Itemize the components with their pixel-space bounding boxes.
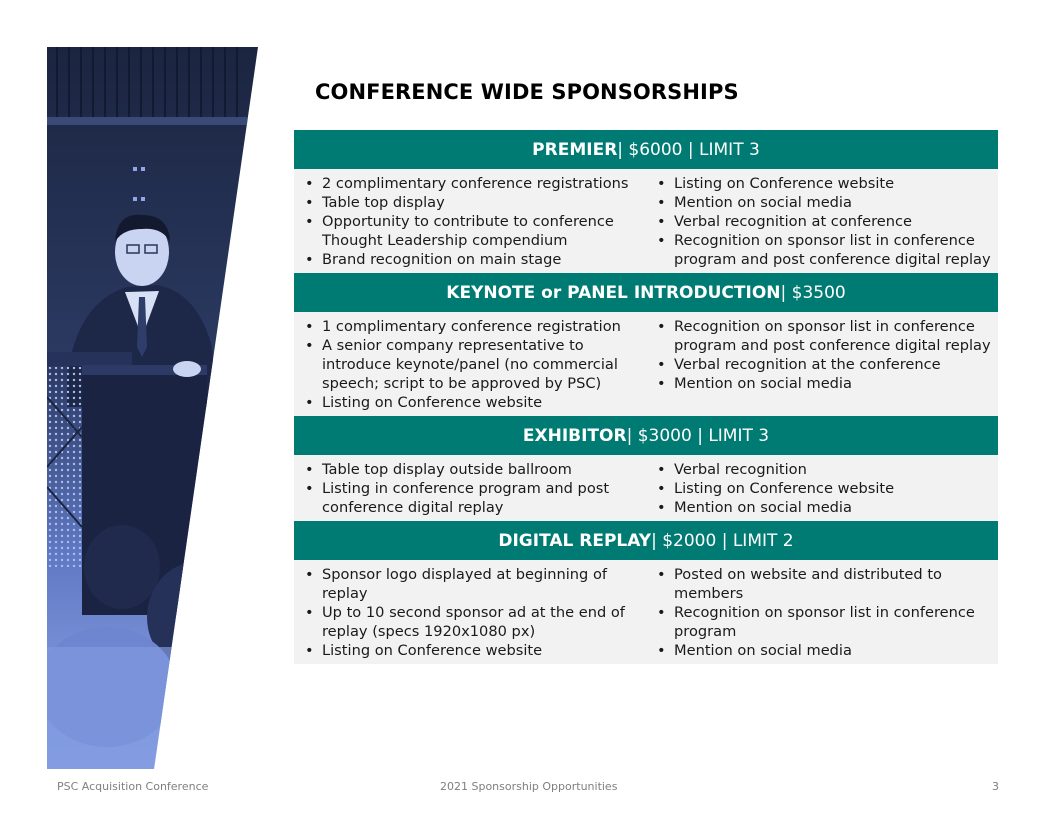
tier-body-keynote: [294, 312, 998, 416]
benefits-right: [646, 174, 998, 269]
tier-name: DIGITAL REPLAY: [498, 530, 652, 551]
list-item: • Mention on social media: [656, 193, 998, 212]
tier-name: PREMIER: [532, 139, 618, 160]
benefits-right: [646, 460, 998, 517]
list-item: • A senior company representative to introduce keynote/panel (no commercial speech; script to be approved by PSC): [304, 336, 646, 393]
page-title: CONFERENCE WIDE SPONSORSHIPS: [315, 80, 739, 104]
list-item: • Table top display outside ballroom: [304, 460, 646, 479]
tier-body-exhibitor: [294, 455, 998, 521]
benefits-right: [646, 565, 998, 660]
tier-name: EXHIBITOR: [522, 425, 627, 446]
list-item: • Listing in conference program and post conference digital replay: [304, 479, 646, 517]
benefits-left: [294, 565, 646, 660]
list-item: • Table top display: [304, 193, 646, 212]
list-item: • Posted on website and distributed to members: [656, 565, 998, 603]
list-item: • Opportunity to contribute to conference Thought Leadership compendium: [304, 212, 646, 250]
tier-header-digital-replay: [294, 521, 998, 560]
footer-conference-name: PSC Acquisition Conference: [57, 780, 209, 793]
tier-price: | $6000 | LIMIT 3: [617, 139, 760, 160]
list-item: • Mention on social media: [656, 641, 998, 660]
list-item: • Recognition on sponsor list in conference program and post conference digital replay: [656, 317, 998, 355]
tier-header-exhibitor: [294, 416, 998, 455]
list-item: • Verbal recognition: [656, 460, 998, 479]
list-item: • Listing on Conference website: [304, 641, 646, 660]
tier-body-digital-replay: [294, 560, 998, 664]
list-item: • Listing on Conference website: [304, 393, 646, 412]
speaker-photo: [47, 47, 258, 769]
tier-body-premier: [294, 169, 998, 273]
list-item: • Mention on social media: [656, 374, 998, 393]
list-item: • Brand recognition on main stage: [304, 250, 646, 269]
tier-name: KEYNOTE or PANEL INTRODUCTION: [446, 282, 781, 303]
list-item: • 2 complimentary conference registrations: [304, 174, 646, 193]
benefits-right: [646, 317, 998, 412]
list-item: • Listing on Conference website: [656, 479, 998, 498]
benefits-left: [294, 460, 646, 517]
benefits-left: [294, 174, 646, 269]
footer-document-title: 2021 Sponsorship Opportunities: [440, 780, 618, 793]
sponsorship-tiers: [294, 130, 998, 664]
benefits-left: [294, 317, 646, 412]
tier-header-premier: [294, 130, 998, 169]
list-item: • Sponsor logo displayed at beginning of replay: [304, 565, 646, 603]
list-item: • Recognition on sponsor list in conference program and post conference digital replay: [656, 231, 998, 269]
list-item: • Verbal recognition at the conference: [656, 355, 998, 374]
tier-price: | $3000 | LIMIT 3: [626, 425, 770, 446]
tier-price: | $2000 | LIMIT 2: [651, 530, 794, 551]
list-item: • Mention on social media: [656, 498, 998, 517]
list-item: • Recognition on sponsor list in conference program: [656, 603, 998, 641]
list-item: • Up to 10 second sponsor ad at the end of replay (specs 1920x1080 px): [304, 603, 646, 641]
page-number: 3: [992, 780, 999, 793]
tier-header-keynote: [294, 273, 998, 312]
list-item: • 1 complimentary conference registration: [304, 317, 646, 336]
tier-price: | $3500: [780, 282, 846, 303]
list-item: • Verbal recognition at conference: [656, 212, 998, 231]
list-item: • Listing on Conference website: [656, 174, 998, 193]
